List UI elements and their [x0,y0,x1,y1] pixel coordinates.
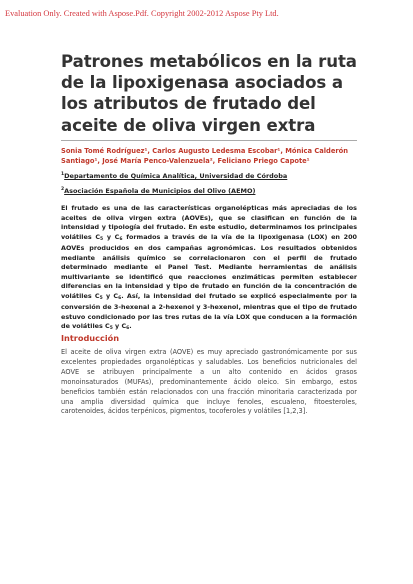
affiliation-2-text: Asociación Española de Municipios del Olivo (AEMO) [64,187,256,195]
affiliation-2 [61,185,357,196]
affiliation-2-mark: 2 [61,187,65,192]
abstract-sub-b: 6 [119,236,123,242]
abstract-part-6: y C [112,322,127,330]
abstract-sub-e: 5 [109,326,113,331]
abstract [61,204,357,334]
abstract-part-1: El frutado es una de las características organolépticas más apreciadas de los aceites de oliva virgen extra (AOVEs), que se clasifican en función de la intensidad y tipología del frutado. En este estudio, determinamos los principales volátiles C [61,204,357,241]
abstract-sub-a: 5 [100,236,104,242]
abstract-part-5: . Así, la intensidad del frutado se explicó especialmente por la conversión de 3-hexenal a 2-hexenol y 3-hexenol, mientras que el tipo de frutado estuvo condicionado por las tres rutas de la vía LOX que conducen a la formación de volátiles C [61,291,357,330]
evaluation-watermark: Evaluation Only. Created with Aspose.Pdf. Copyright 2002-2012 Aspose Pty Ltd. [5,9,279,18]
affiliation-1-mark: 1 [61,172,65,177]
title-divider [61,140,357,141]
affiliation-1 [61,170,357,181]
abstract-sub-c: 5 [99,295,103,301]
author-line-2: Santiago¹, José María Penco-Valenzuela², Feliciano Priego Capote¹ [61,157,310,166]
affiliation-1-text: Departamento de Química Analítica, Universidad de Córdoba [64,172,288,180]
abstract-part-7: . [129,322,132,330]
abstract-sub-f: 6 [126,326,130,331]
intro-paragraph: El aceite de oliva virgen extra (AOVE) es muy apreciado gastronómicamente por sus excelentes propiedades organolépticas y saludables. Los beneficios nutricionales del AOVE se atribuyen principalmente a un alto contenido en ácidos grasos monoinsaturados (MUFAs), predominantemente ácido oleico. Sin embargo, estos beneficios también están relacionados con una fracción minoritaria caracterizada por una amplia diversidad química que incluye fenoles, escualeno, fitoesteroles, carotenoides, ácidos terpénicos, pigmentos, tocoferoles y volátiles [1,2,3]. [61,348,357,416]
author-list [61,146,357,167]
section-heading-introduccion: Introducción [61,333,120,343]
author-line-1: Sonia Tomé Rodríguez¹, Carlos Augusto Ledesma Escobar¹, Mónica Calderón [61,147,349,155]
abstract-sub-d: 6 [118,295,122,301]
paper-title: Patrones metabólicos en la ruta de la lipoxigenasa asociados a los atributos de frutado del aceite de oliva virgen extra [61,52,357,135]
abstract-part-3: formados a través de la vía de la lipoxigenasa (LOX) en 200 AOVEs producidos en dos campañas agronómicas. Los resultados obtenidos mediante análisis químico se correlacionaron con el perfil de frutado determinado mediante el Panel Test. Mediante herramientas de análisis multivariante se identificó que reacciones enzimáticas permiten establecer diferencias en la intensidad y tipo de frutado en función de la concentración de volátiles C [61,232,357,300]
abstract-part-4: y C [102,291,119,300]
abstract-part-2: y C [103,232,120,241]
